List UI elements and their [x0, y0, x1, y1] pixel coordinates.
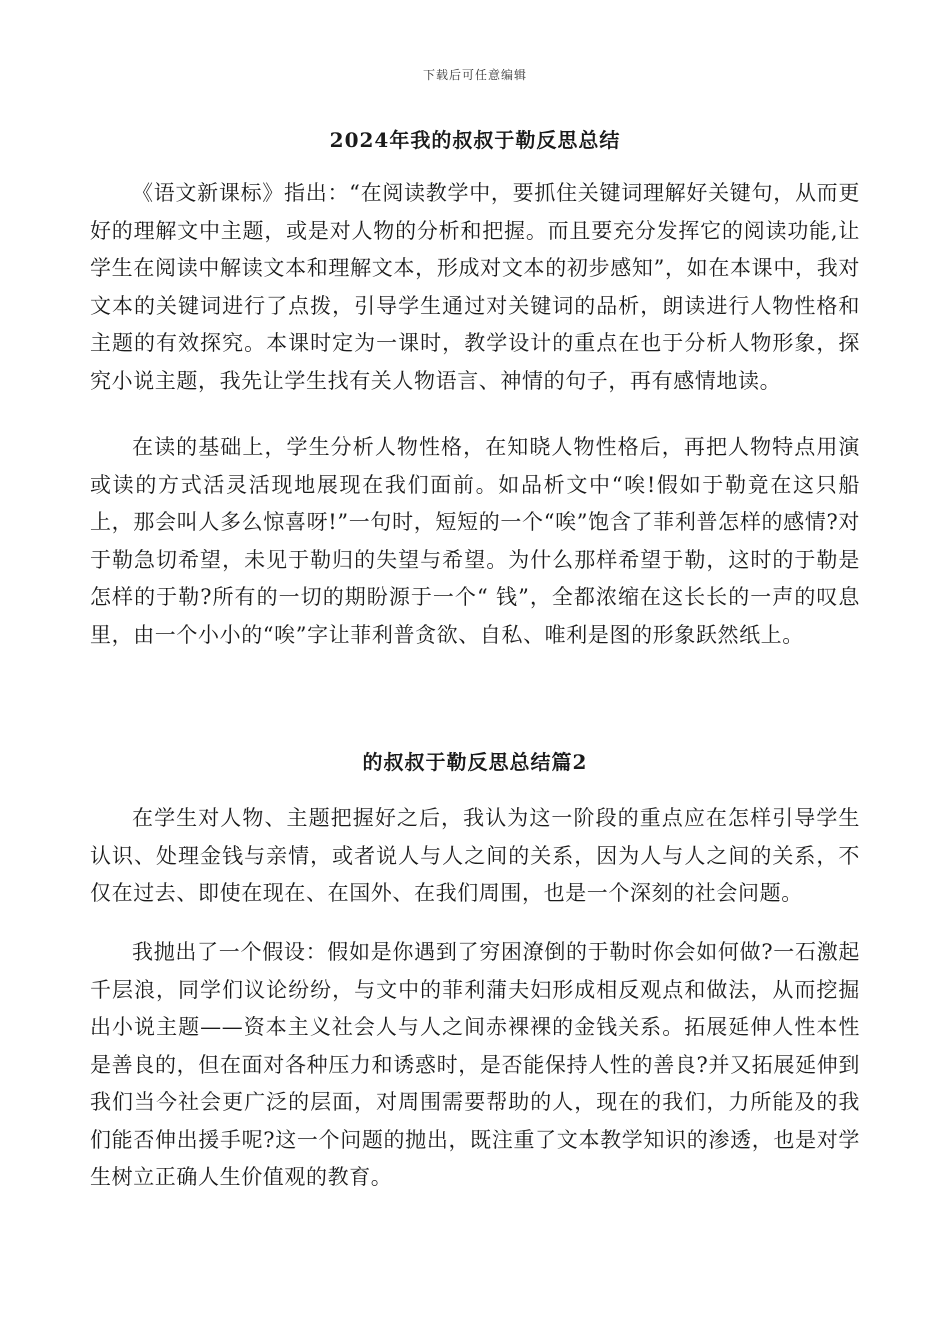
section-paragraph-2: 我抛出了一个假设：假如是你遇到了穷困潦倒的于勒时你会如何做?一石激起千层浪，同学们议论纷纷，与文中的菲利蒲夫妇形成相反观点和做法，从而挖掘出小说主题——资本主义社会人与人之间赤裸裸的金钱关系。拓展延伸人性本性是善良的，但在面对各种压力和诱惑时，是否能保持人性的善良?并又拓展延伸到我们当今社会更广泛的层面，对周围需要帮助的人，现在的我们，力所能及的我们能否伸出援手呢?这一个问题的抛出，既注重了文本教学知识的渗透，也是对学生树立正确人生价值观的教育。 [90, 940, 860, 1189]
paragraph-2: 在读的基础上，学生分析人物性格，在知晓人物性格后，再把人物特点用演或读的方式活灵活现地展现在我们面前。如品析文中“唉!假如于勒竟在这只船上，那会叫人多么惊喜呀!”一句时，短短的一个“唉”饱含了菲利普怎样的感情?对于勒急切希望，未见于勒归的失望与希望。为什么那样希望于勒，这时的于勒是怎样的于勒?所有的一切的期盼源于一个“ 钱”，全都浓缩在这长长的一声的叹息里，由一个小小的“唉”字让菲利普贪欲、自私、唯利是图的形象跃然纸上。 [90, 435, 860, 647]
section-title: 的叔叔于勒反思总结篇2 [362, 750, 588, 774]
section-paragraph-1: 在学生对人物、主题把握好之后，我认为这一阶段的重点应在怎样引导学生认识、处理金钱与亲情，或者说人与人之间的关系，因为人与人之间的关系，不仅在过去、即使在现在、在国外、在我们周围，也是一个深刻的社会问题。 [90, 806, 860, 905]
document-title: 2024年我的叔叔于勒反思总结 [329, 128, 621, 152]
download-note: 下载后可任意编辑 [422, 68, 527, 82]
paragraph-1: 《语文新课标》指出：“在阅读教学中，要抓住关键词理解好关键句，从而更好的理解文中主题，或是对人物的分析和把握。而且要充分发挥它的阅读功能,让学生在阅读中解读文本和理解文本，形成对文本的初步感知”，如在本课中，我对文本的关键词进行了点拨，引导学生通过对关键词的品析，朗读进行人物性格和主题的有效探究。本课时定为一课时，教学设计的重点在也于分析人物形象，探究小说主题，我先让学生找有关人物语言、神情的句子，再有感情地读。 [90, 181, 860, 393]
